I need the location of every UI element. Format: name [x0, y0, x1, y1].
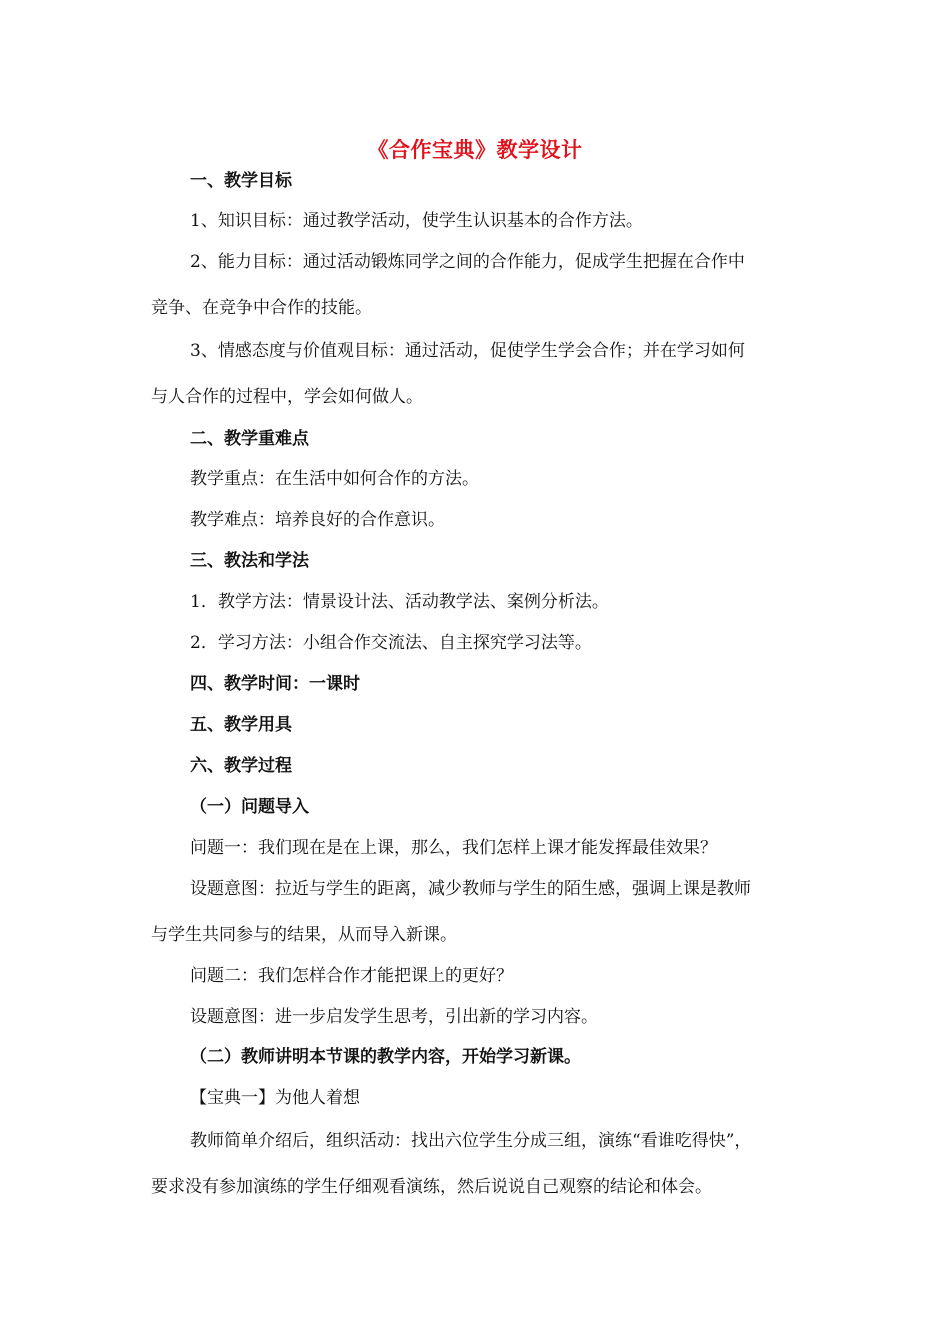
paragraph-line: 教学重点：在生活中如何合作的方法。 — [190, 469, 479, 489]
paragraph-line: 1．教学方法：情景设计法、活动教学法、案例分析法。 — [190, 592, 609, 612]
paragraph-line: 要求没有参加演练的学生仔细观看演练，然后说说自己观察的结论和体会。 — [151, 1177, 712, 1197]
section-heading-methods: 三、教法和学法 — [190, 551, 309, 571]
paragraph-line: 教师简单介绍后，组织活动：找出六位学生分成三组，演练“看谁吃得快”， — [190, 1131, 752, 1151]
paragraph-line: 教学难点：培养良好的合作意识。 — [190, 510, 445, 530]
paragraph-line: 1、知识目标：通过教学活动，使学生认识基本的合作方法。 — [190, 211, 643, 231]
section-heading-tools: 五、教学用具 — [190, 715, 292, 735]
paragraph-line: 与人合作的过程中，学会如何做人。 — [151, 387, 423, 407]
section-heading-process: 六、教学过程 — [190, 756, 292, 776]
paragraph-line: 问题一：我们现在是在上课，那么，我们怎样上课才能发挥最佳效果？ — [190, 838, 717, 858]
subsection-heading-new-lesson: （二）教师讲明本节课的教学内容，开始学习新课。 — [190, 1047, 581, 1067]
section-heading-time: 四、教学时间：一课时 — [190, 674, 360, 694]
paragraph-line: 设题意图：拉近与学生的距离，减少教师与学生的陌生感，强调上课是教师 — [190, 879, 751, 899]
section-heading-key-points: 二、教学重难点 — [190, 429, 309, 449]
paragraph-line: 2、能力目标：通过活动锻炼同学之间的合作能力，促成学生把握在合作中 — [190, 252, 745, 272]
paragraph-line: 问题二：我们怎样合作才能把课上的更好？ — [190, 966, 513, 986]
paragraph-line: 与学生共同参与的结果，从而导入新课。 — [151, 925, 457, 945]
paragraph-line: 3、情感态度与价值观目标：通过活动，促使学生学会合作；并在学习如何 — [190, 341, 745, 361]
subsection-heading-intro: （一）问题导入 — [190, 797, 309, 817]
paragraph-line: 【宝典一】为他人着想 — [190, 1088, 360, 1108]
paragraph-line: 设题意图：进一步启发学生思考，引出新的学习内容。 — [190, 1007, 598, 1027]
paragraph-line: 2．学习方法：小组合作交流法、自主探究学习法等。 — [190, 633, 592, 653]
paragraph-line: 竞争、在竞争中合作的技能。 — [151, 298, 372, 318]
document-title: 《合作宝典》教学设计 — [367, 138, 583, 162]
section-heading-objectives: 一、教学目标 — [190, 171, 292, 191]
